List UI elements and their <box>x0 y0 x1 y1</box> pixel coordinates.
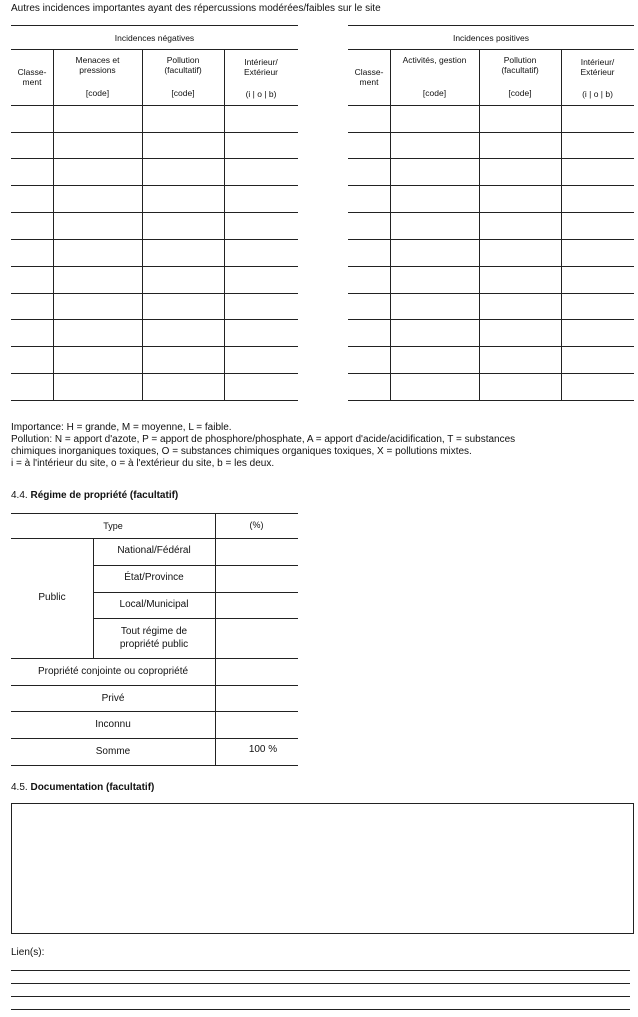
link-line-4[interactable] <box>11 1009 630 1010</box>
inout-header: Intérieur/ <box>244 57 278 67</box>
ownership-number: 4.4. <box>11 490 28 501</box>
rank-header: Classe- <box>354 67 384 77</box>
threats-header-2: pressions <box>79 65 116 75</box>
threats-header: Menaces et <box>75 55 120 65</box>
inout-header: Intérieur/ <box>580 57 615 67</box>
positive-title: Incidences positives <box>452 33 530 43</box>
legend-pollution-1: Pollution: N = apport d'azote, P = apport de phosphore/phosphate, A = apport d'acide/acidification, T = substances <box>11 434 516 445</box>
state-row: État/Province <box>124 572 184 583</box>
rank-header-2: ment <box>359 77 379 87</box>
type-header: Type <box>103 521 123 531</box>
local-row: Local/Municipal <box>119 599 189 610</box>
documentation-title: Documentation (facultatif) <box>30 782 155 793</box>
intro-text: Autres incidences importantes ayant des répercussions modérées/faibles sur le site <box>11 3 381 14</box>
inout-header-2: Extérieur <box>243 67 278 77</box>
ownership-heading <box>11 490 178 502</box>
link-line-2[interactable] <box>11 983 630 984</box>
rank-header: Classe- <box>17 67 47 77</box>
inout-code: (i | o | b) <box>245 89 277 99</box>
negative-impacts-table <box>11 25 298 401</box>
threats-code: [code] <box>85 88 110 98</box>
documentation-box[interactable] <box>11 803 634 934</box>
positive-impacts-table <box>348 25 634 401</box>
all-public-row: Tout régime de <box>120 626 188 637</box>
negative-title: Incidences négatives <box>114 33 195 43</box>
pollution-code: [code] <box>171 88 195 98</box>
legend-pollution-2: chimiques inorganiques toxiques, O = substances chimiques organiques toxiques, X = pollutions mixtes. <box>11 446 472 457</box>
legend-location: i = à l'intérieur du site, o = à l'extérieur du site, b = les deux. <box>11 458 275 469</box>
ownership-table <box>11 513 298 766</box>
unknown-row: Inconnu <box>95 719 131 730</box>
percent-header: (%) <box>249 520 264 530</box>
link-line-3[interactable] <box>11 996 630 997</box>
national-row: National/Fédéral <box>117 545 191 556</box>
sum-value: 100 % <box>248 744 278 755</box>
pollution-code: [code] <box>508 88 532 98</box>
pollution-header-2: (facultatif) <box>501 65 539 75</box>
links-label: Lien(s): <box>11 947 45 958</box>
pollution-header: Pollution <box>166 55 200 65</box>
sum-row: Somme <box>95 746 131 757</box>
public-label: Public <box>38 592 66 603</box>
inout-header-2: Extérieur <box>580 67 615 77</box>
pollution-header: Pollution <box>503 55 537 65</box>
pollution-header-2: (facultatif) <box>164 65 202 75</box>
documentation-heading <box>11 782 154 794</box>
joint-row: Propriété conjointe ou copropriété <box>37 666 189 677</box>
ownership-title: Régime de propriété (facultatif) <box>30 490 179 501</box>
documentation-number: 4.5. <box>11 782 28 793</box>
legend-importance: Importance: H = grande, M = moyenne, L = faible. <box>11 422 232 433</box>
legend <box>11 422 635 470</box>
activities-header: Activités, gestion <box>402 55 467 65</box>
rank-header-2: ment <box>22 77 42 87</box>
all-public-row-2: propriété public <box>119 639 189 650</box>
inout-code: (i | o | b) <box>582 89 613 99</box>
private-row: Privé <box>101 693 125 704</box>
activities-code: [code] <box>422 88 447 98</box>
link-line-1[interactable] <box>11 970 630 971</box>
